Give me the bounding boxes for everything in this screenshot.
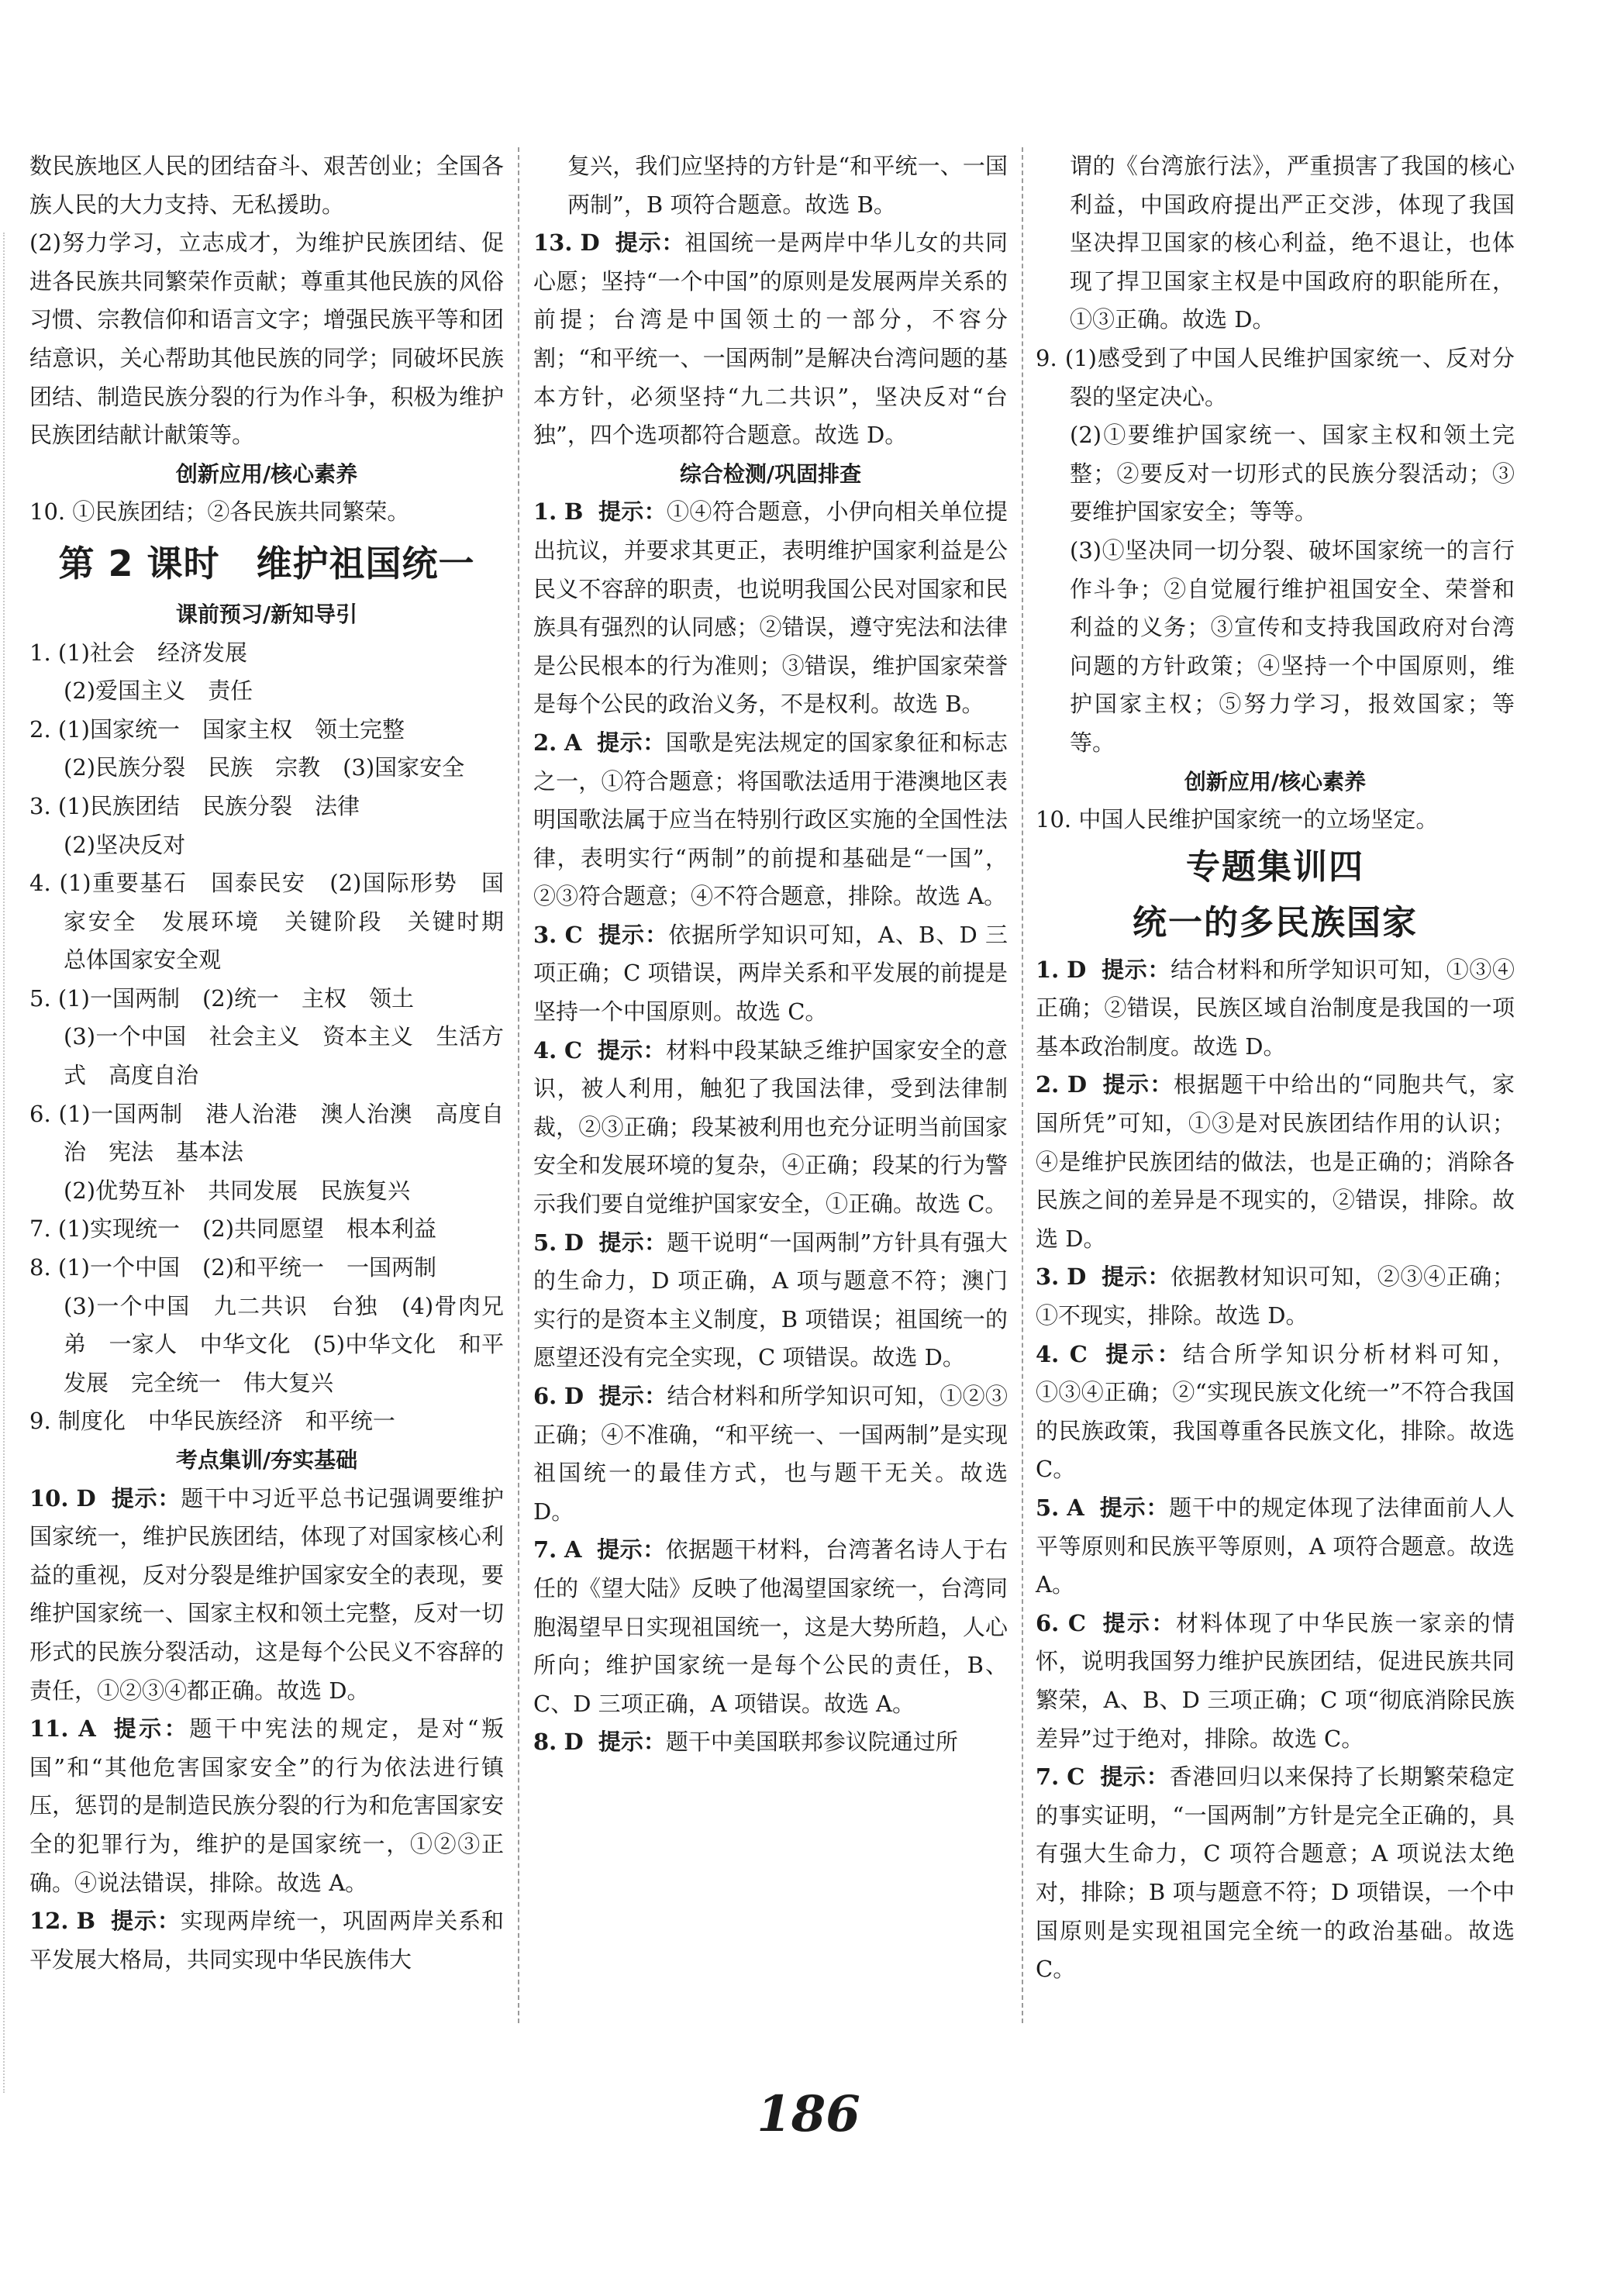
item-choice: C: [1067, 1763, 1085, 1791]
answer-item: [533, 1723, 1008, 1762]
answer-item: [533, 1032, 1008, 1224]
hint-text: 题干说明“一国两制”方针具有强大的生命力，D 项正确，A 项与题意不符；澳门实行的是资本主义制度，B 项错误；祖国统一的愿望还没有完全实现，C 项错误。故选 D。: [533, 1229, 1008, 1371]
hint-text: 香港回归以来保持了长期繁荣稳定的事实证明，“一国两制”方针是完全正确的，具有强大生命力，C 项符合题意；A 项说法太绝对，排除；B 项与题意不符；D 项错误，一个中国原则是实现祖国完全统一的政治基础。故选 C。: [1036, 1763, 1515, 1983]
answer-item: [1036, 1336, 1515, 1489]
answer-item: [533, 1531, 1008, 1723]
hint-text: 题干中习近平总书记强调要维护国家统一，维护民族团结，体现了对国家核心利益的重视，反对分裂是维护国家安全的表现，要维护国家统一、国家主权和领土完整，反对一切形式的民族分裂活动，这是每个公民义不容辞的责任，①②③④都正确。故选 D。: [29, 1484, 505, 1704]
item-number: 8.: [533, 1729, 557, 1756]
hint-text: 题干中宪法的规定，是对“叛国”和“其他危害国家安全”的行为依法进行镇压，惩罚的是制造民族分裂的行为和危害国家安全的犯罪行为，维护的是国家统一，①②③正确。④说法错误，排除。故选 A。: [29, 1715, 505, 1896]
answer-item: [533, 224, 1008, 455]
section-heading-preview: 课前预习/新知导引: [175, 601, 358, 627]
preview-answer: 9. 制度化 中华民族经济 和平统一: [29, 1408, 395, 1435]
answer-item: [29, 1480, 504, 1711]
answer-item: [1036, 1605, 1515, 1758]
hint-text: 国歌是宪法规定的国家象征和标志之一，①符合题意；将国歌法适用于港澳地区表明国歌法属于应当在特别行政区实施的全国性法律，表明实行“两制”的前提和基础是“一国”，②③符合题意；④不符合题意，排除。故选 A。: [533, 729, 1008, 910]
answer-item: [1036, 951, 1515, 1067]
preview-answer: 2. (1)国家统一 国家主权 领土完整: [29, 715, 405, 743]
answer-item: [533, 724, 1008, 916]
hint-text: 依据所学知识可知，A、B、D 三项正确；C 项错误，两岸关系和平发展的前提是坚持一个中国原则。故选 C。: [533, 921, 1008, 1026]
item-number: 4.: [533, 1036, 557, 1064]
item-choice: A: [564, 729, 582, 756]
preview-answer: 1. (1)社会 经济发展: [29, 639, 247, 666]
item-number: 6.: [1036, 1609, 1060, 1636]
preview-answer: 3. (1)民族团结 民族分裂 法律: [29, 792, 360, 819]
answer-text: (2)努力学习，立志成才，为维护民族团结、促进各民族共同繁荣作贡献；尊重其他民族的风俗习惯、宗教信仰和语言文字；增强民族平等和团结意识，关心帮助其他民族的同学；同破坏民族团结、制造民族分裂的行为作斗争，积极为维护民族团结献计献策等。: [29, 229, 504, 449]
item-choice: C: [564, 1036, 583, 1064]
answer-item: [29, 1710, 504, 1902]
hint-label: 提示：: [1102, 956, 1171, 983]
item-number: 5.: [1036, 1494, 1060, 1521]
hint-label: 提示：: [597, 1036, 666, 1064]
item-number: 7.: [533, 1536, 557, 1563]
item-choice: D: [564, 1729, 584, 1756]
item-number: 7.: [1036, 1763, 1060, 1791]
preview-answer: (3)一个中国 社会主义 资本主义 生活方式 高度自治: [64, 1023, 504, 1089]
item-choice: D: [580, 229, 600, 257]
hint-label: 提示：: [111, 1908, 181, 1935]
section-heading-innovation: 创新应用/核心素养: [175, 460, 358, 487]
hint-text: 结合材料和所学知识可知，①③④正确；②错误，民族区域自治制度是我国的一项基本政治制度。故选 D。: [1036, 956, 1515, 1060]
hint-text: 结合所学知识分析材料可知，①③④正确；②“实现民族文化统一”不符合我国的民族政策，我国尊重各民族文化，排除。故选 C。: [1036, 1340, 1515, 1483]
item-number: 2.: [533, 729, 557, 756]
item-number: 10.: [29, 1484, 69, 1512]
topic-title-line1: 专题集训四: [1186, 846, 1364, 887]
answer-item: [1036, 1758, 1515, 1989]
binding-edge-marks: [3, 233, 20, 2093]
item-number: 3.: [533, 921, 557, 948]
preview-answer: 4. (1)重要基石 国泰民安 (2)国际形势 国家安全 发展环境 关键阶段 关键时期 总体国家安全观: [29, 870, 527, 974]
column-middle: [533, 147, 1008, 2054]
hint-label: 提示：: [113, 1715, 190, 1743]
answer-item: [1036, 1066, 1515, 1258]
hint-label: 提示：: [598, 1229, 667, 1256]
preview-answer: (2)优势互补 共同发展 民族复兴: [64, 1177, 411, 1204]
continued-text: 复兴，我们应坚持的方针是“和平统一、一国两制”，B 项符合题意。故选 B。: [567, 153, 1008, 218]
page-number: 186: [757, 2085, 860, 2143]
item-number: 4.: [1036, 1340, 1060, 1367]
column-divider: [1022, 147, 1023, 2023]
hint-text: 结合材料和所学知识可知，①②③正确；④不准确，“和平统一、一国两制”是实现祖国统一的最佳方式，也与题干无关。故选 D。: [533, 1383, 1008, 1525]
answer-item: [533, 1377, 1008, 1531]
hint-label: 提示：: [1102, 1609, 1176, 1636]
item-number: 3.: [1036, 1263, 1060, 1291]
item-number: 1.: [533, 498, 557, 526]
answer-item: [1036, 1489, 1515, 1605]
hint-label: 提示：: [1100, 1763, 1170, 1791]
column-divider: [518, 147, 519, 2023]
item-number: 5.: [533, 1229, 557, 1256]
hint-label: 提示：: [111, 1484, 181, 1512]
item-choice: D: [1067, 956, 1087, 983]
item-number: 1.: [1036, 956, 1060, 983]
answer-9: 9. (1)感受到了中国人民维护国家统一、反对分裂的坚定决心。: [1036, 344, 1515, 410]
hint-label: 提示：: [598, 1383, 667, 1409]
preview-answer: (2)爱国主义 责任: [64, 677, 253, 705]
hint-text: 祖国统一是两岸中华儿女的共同心愿；坚持“一个中国”的原则是发展两岸关系的前提；台湾是中国领土的一部分，不容分割；“和平统一、一国两制”是解决台湾问题的基本方针，必须坚持“九二共识”，坚决反对“台独”，四个选项都符合题意。故选 D。: [533, 229, 1008, 449]
item-choice: D: [564, 1383, 584, 1409]
item-choice: D: [76, 1484, 96, 1512]
item-number: 2.: [1036, 1071, 1060, 1098]
preview-answer: (3)一个中国 九二共识 台独 (4)骨肉兄弟 一家人 中华文化 (5)中华文化 和平发展 完全统一 伟大复兴: [64, 1292, 504, 1396]
answer-10: 10. ①民族团结；②各民族共同繁荣。: [29, 498, 410, 526]
hint-text: 实现两岸统一，巩固两岸关系和平发展大格局，共同实现中华民族伟大: [29, 1908, 505, 1973]
item-choice: B: [564, 498, 584, 526]
hint-text: 材料体现了中华民族一家亲的情怀，说明我国努力维护民族团结，促进民族共同繁荣，A、B、D 三项正确；C 项“彻底消除民族差异”过于绝对，排除。故选 C。: [1036, 1609, 1515, 1752]
item-number: 13.: [533, 229, 573, 257]
hint-text: 依据教材知识可知，②③④正确；①不现实，排除。故选 D。: [1036, 1263, 1515, 1329]
hint-label: 提示：: [1105, 1340, 1184, 1367]
answer-item: [29, 1902, 504, 1979]
item-choice: C: [1069, 1340, 1088, 1367]
preview-answer: 8. (1)一个中国 (2)和平统一 一国两制: [29, 1254, 437, 1281]
preview-answer: 7. (1)实现统一 (2)共同愿望 根本利益: [29, 1215, 437, 1243]
hint-label: 提示：: [598, 1729, 666, 1756]
item-choice: D: [564, 1229, 584, 1256]
answer-item: [533, 916, 1008, 1032]
item-choice: A: [1067, 1494, 1084, 1521]
answer-list: [1036, 951, 1515, 1989]
item-choice: A: [564, 1536, 582, 1563]
answer-item: [533, 493, 1008, 724]
preview-answer: (2)坚决反对: [64, 831, 186, 858]
item-choice: D: [1067, 1071, 1088, 1098]
hint-label: 提示：: [597, 729, 666, 756]
hint-label: 提示：: [598, 921, 669, 948]
section-heading-innovation: 创新应用/核心素养: [1184, 768, 1367, 795]
item-choice: B: [76, 1908, 96, 1935]
item-number: 6.: [533, 1383, 557, 1409]
continued-text: 谓的《台湾旅行法》，严重损害了我国的核心利益，中国政府提出严正交涉，体现了我国坚决捍卫国家的核心利益，绝不退让，也体现了捍卫国家主权是中国政府的职能所在，①③正确。故选 D。: [1070, 153, 1515, 333]
hint-text: ①④符合题意，小伊向相关单位提出抗议，并要求其更正，表明维护国家利益是公民义不容辞的职责，也说明我国公民对国家和民族具有强烈的认同感；②错误，遵守宪法和法律是公民根本的行为准则；③错误，维护国家荣誉是每个公民的政治义务，不是权利。故选 B。: [533, 498, 1008, 718]
answer-item: [533, 1224, 1008, 1377]
hint-label: 提示：: [598, 498, 667, 526]
continued-text: 数民族地区人民的团结奋斗、艰苦创业；全国各族人民的大力支持、无私援助。: [29, 153, 504, 218]
hint-label: 提示：: [615, 229, 685, 257]
hint-text: 题干中美国联邦参议院通过所: [665, 1729, 958, 1756]
item-choice: A: [78, 1715, 96, 1743]
hint-label: 提示：: [1099, 1494, 1170, 1521]
answer-list: [533, 493, 1008, 1762]
preview-answer: 5. (1)一国两制 (2)统一 主权 领土: [29, 984, 415, 1012]
preview-answer: 6. (1)一国两制 港人治港 澳人治澳 高度自治 宪法 基本法: [29, 1100, 504, 1166]
lesson-title: 第 2 课时 维护祖国统一: [58, 542, 475, 584]
item-number: 11.: [29, 1715, 69, 1743]
hint-label: 提示：: [1102, 1263, 1171, 1291]
hint-text: 依据题干材料，台湾著名诗人于右任的《望大陆》反映了他渴望国家统一，台湾同胞渴望早日实现祖国统一，这是大势所趋，人心所向；维护国家统一是每个公民的责任，B、C、D 三项正确，A 项错误。故选 A。: [533, 1536, 1008, 1717]
column-right: [1036, 147, 1515, 2054]
answer-9-part: (2)①要维护国家统一、国家主权和领土完整；②要反对一切形式的民族分裂活动；③要维护国家安全；等等。: [1070, 422, 1515, 526]
item-choice: D: [1067, 1263, 1087, 1291]
hint-label: 提示：: [1102, 1071, 1174, 1098]
column-left: [29, 147, 527, 2054]
answer-10: 10. 中国人民维护国家统一的立场坚定。: [1036, 806, 1439, 833]
section-heading-basics: 考点集训/夯实基础: [175, 1447, 358, 1473]
hint-text: 根据题干中给出的“同胞共气，家国所凭”可知，①③是对民族团结作用的认识；④是维护民族团结的做法，也是正确的；消除各民族之间的差异是不现实的，②错误，排除。故选 D。: [1036, 1071, 1515, 1252]
hint-label: 提示：: [597, 1536, 666, 1563]
item-choice: C: [1067, 1609, 1086, 1636]
answer-9-part: (3)①坚决同一切分裂、破坏国家统一的言行作斗争；②自觉履行维护祖国安全、荣誉和利益的义务；③宣传和支持我国政府对台湾问题的方针政策；④坚持一个中国原则，维护国家主权；⑤努力学习，报效国家；等等。: [1070, 536, 1515, 756]
preview-answer: (2)民族分裂 民族 宗教 (3)国家安全: [64, 754, 465, 781]
item-number: 12.: [29, 1908, 69, 1935]
hint-text: 题干中的规定体现了法律面前人人平等原则和民族平等原则，A 项符合题意。故选 A。: [1036, 1494, 1515, 1598]
hint-text: 材料中段某缺乏维护国家安全的意识，被人利用，触犯了我国法律，受到法律制裁，②③正确；段某被利用也充分证明当前国家安全和发展环境的复杂，④正确；段某的行为警示我们要自觉维护国家安全，①正确。故选 C。: [533, 1036, 1008, 1218]
topic-title-line2: 统一的多民族国家: [1133, 902, 1418, 943]
item-choice: C: [564, 921, 583, 948]
answer-item: [1036, 1258, 1515, 1335]
section-heading-comprehensive: 综合检测/巩固排查: [679, 460, 862, 487]
